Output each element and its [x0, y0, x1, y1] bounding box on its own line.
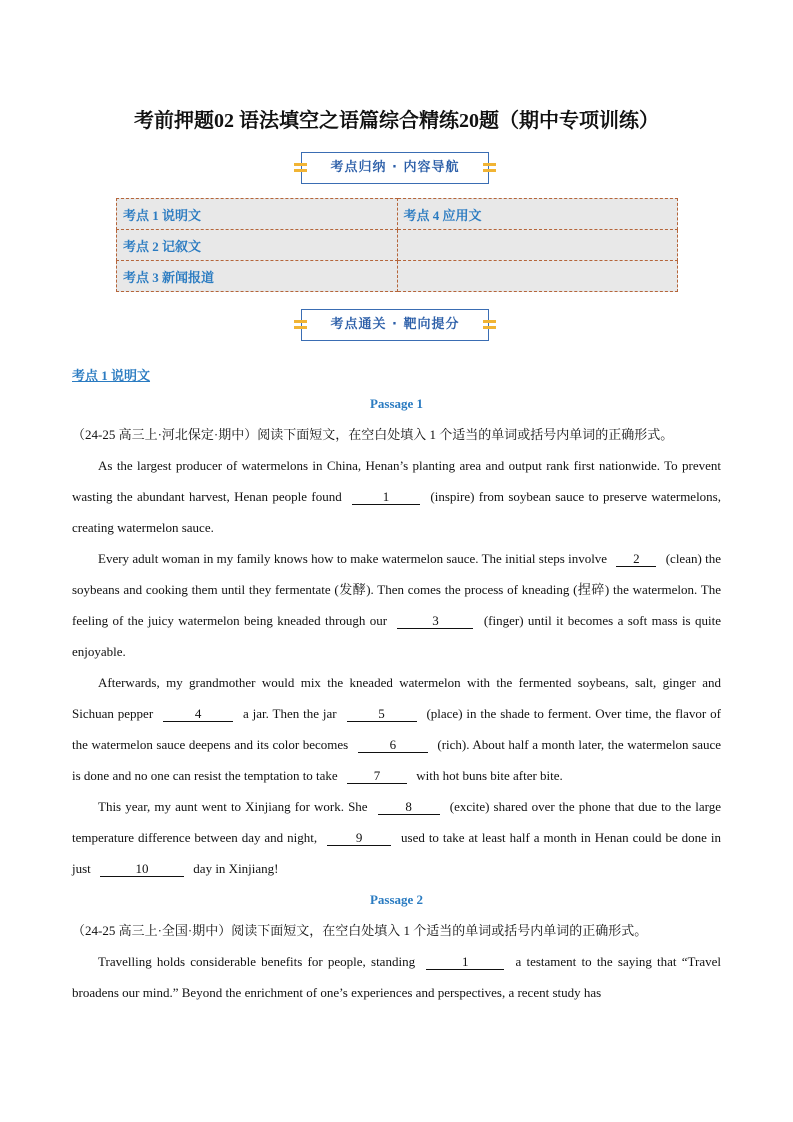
- decor-bar-icon: [483, 163, 496, 172]
- nav-link-topic-3[interactable]: 考点 3 新闻报道: [117, 261, 398, 292]
- passage-paragraph: [72, 791, 721, 884]
- decor-bar-icon: [483, 320, 496, 329]
- nav-empty-cell: [397, 230, 678, 261]
- paragraph-text: (inspire) from soybean sauce to preserve watermelons, creating watermelon sauce.: [72, 489, 721, 535]
- banner-label: 考点归纳 · 内容导航: [330, 160, 460, 175]
- fill-in-blank-4[interactable]: 4: [163, 707, 233, 722]
- decor-bar-icon: [294, 163, 307, 172]
- nav-link-topic-2[interactable]: 考点 2 记叙文: [117, 230, 398, 261]
- paragraph-text: day in Xinjiang!: [190, 861, 279, 876]
- fill-in-blank-2[interactable]: 2: [616, 552, 656, 567]
- passage-instructions: （24-25 高三上·全国·期中）阅读下面短文，在空白处填入 1 个适当的单词或括号内单词的正确形式。: [72, 923, 648, 938]
- table-row: [117, 199, 678, 230]
- fill-in-blank-1[interactable]: 1: [352, 490, 420, 505]
- decor-bar-icon: [294, 320, 307, 329]
- fill-in-blank-10[interactable]: 10: [100, 862, 184, 877]
- fill-in-blank-3[interactable]: 3: [397, 614, 473, 629]
- nav-link-topic-1[interactable]: 考点 1 说明文: [117, 199, 398, 230]
- section-heading-topic-1[interactable]: 考点 1 说明文: [72, 368, 151, 383]
- paragraph-text: used to take at least half a month in Henan could be done in just: [72, 830, 722, 876]
- paragraph-text: (place) in the shade to ferment. Over time, the flavor of the watermelon sauce deepens and its color becomes: [72, 706, 721, 752]
- fill-in-blank-7[interactable]: 7: [347, 769, 407, 784]
- passages: [72, 388, 721, 1008]
- paragraph-text: Travelling holds considerable benefits for people, standing: [98, 954, 421, 969]
- topic-navigation-table: [116, 198, 678, 292]
- passage-paragraph: [72, 450, 721, 543]
- paragraph-text: Every adult woman in my family knows how to make watermelon sauce. The initial steps involve: [98, 551, 611, 566]
- passage-paragraph: [72, 946, 721, 1008]
- paragraph-text: a jar. Then the jar: [239, 706, 341, 721]
- paragraph-text: (finger) until it becomes a soft mass is quite enjoyable.: [72, 613, 721, 659]
- table-row: [117, 261, 678, 292]
- fill-in-blank-9[interactable]: 9: [327, 831, 391, 846]
- nav-empty-cell: [397, 261, 678, 292]
- paragraph-text: This year, my aunt went to Xinjiang for work. She: [98, 799, 372, 814]
- paragraph-text: As the largest producer of watermelons in China, Henan’s planting area and output rank first nationwide. To prevent wasting the abundant harvest, Henan people found: [72, 458, 721, 504]
- fill-in-blank-5[interactable]: 5: [347, 707, 417, 722]
- paragraph-text: (excite) shared over the phone that due to the large temperature difference between day and night,: [72, 799, 721, 845]
- passage-paragraph: [72, 543, 721, 667]
- fill-in-blank-1[interactable]: 1: [426, 955, 504, 970]
- paragraph-text: (clean) the soybeans and cooking them until they fermentate (发酵). Then comes the process of kneading (捏碎) the watermelon. The feeling of the juicy watermelon being kneaded through our: [72, 551, 722, 628]
- nav-link-topic-4[interactable]: 考点 4 应用文: [397, 199, 678, 230]
- paragraph-text: a testament to the saying that “Travel broadens our mind.” Beyond the enrichment of one’s experiences and perspectives, a recent study has: [72, 954, 721, 1000]
- passage-paragraph: [72, 667, 721, 791]
- passage-heading: Passage 1: [369, 396, 424, 411]
- paragraph-text: Afterwards, my grandmother would mix the kneaded watermelon with the fermented soybeans, salt, ginger and Sichuan pepper: [72, 675, 721, 721]
- paragraph-text: with hot buns bite after bite.: [412, 768, 563, 783]
- banner-content-navigation: [301, 152, 489, 184]
- table-row: [117, 230, 678, 261]
- paragraph-text: (rich). About half a month later, the watermelon sauce is done and no one can resist the temptation to take: [72, 737, 722, 783]
- document-title: 考前押题02 语法填空之语篇综合精练20题（期中专项训练）: [134, 110, 659, 132]
- fill-in-blank-8[interactable]: 8: [378, 800, 440, 815]
- banner-label: 考点通关 · 靶向提分: [330, 317, 460, 332]
- passage-instructions: （24-25 高三上·河北保定·期中）阅读下面短文，在空白处填入 1 个适当的单词或括号内单词的正确形式。: [72, 427, 674, 442]
- passage-heading: Passage 2: [369, 892, 424, 907]
- banner-practice: [301, 309, 489, 341]
- fill-in-blank-6[interactable]: 6: [358, 738, 428, 753]
